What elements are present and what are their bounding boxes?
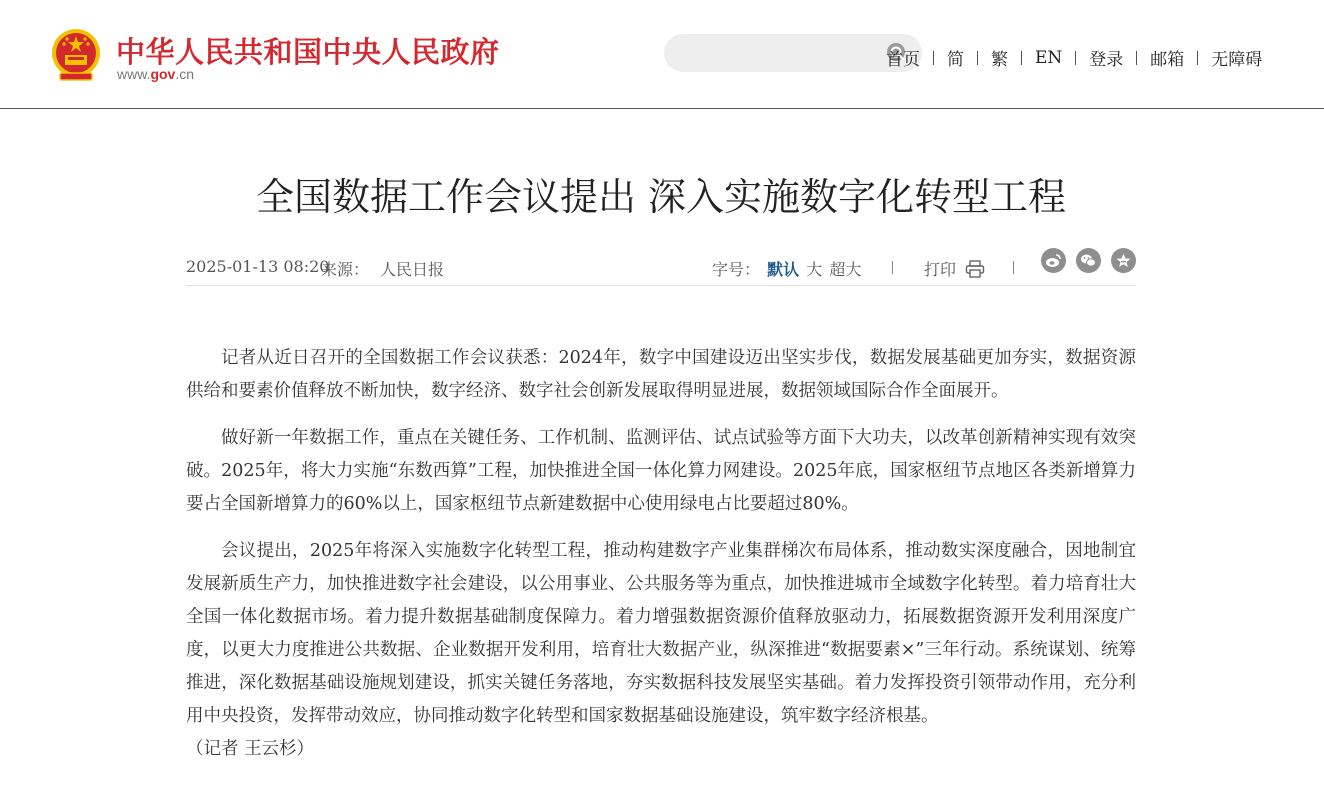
- nav-mailbox[interactable]: 邮箱: [1150, 50, 1185, 70]
- nav-divider: [977, 51, 978, 65]
- nav-divider: [933, 51, 934, 65]
- nav-divider: [1197, 51, 1198, 65]
- font-size-large[interactable]: 大: [806, 260, 823, 279]
- source-label: 来源：: [321, 260, 370, 279]
- font-size-label: 字号：: [712, 260, 761, 279]
- domain-highlight: gov: [150, 66, 176, 82]
- nav-login[interactable]: 登录: [1089, 50, 1124, 70]
- share-favorite-button[interactable]: [1111, 248, 1136, 273]
- publish-date: 2025-01-13 08:20: [186, 257, 330, 276]
- nav-divider: [1136, 51, 1137, 65]
- top-nav: [886, 45, 1262, 70]
- reporter-credit: （记者 王云杉）: [186, 739, 315, 759]
- weibo-icon: [1045, 252, 1062, 269]
- font-size-control: [712, 257, 861, 280]
- share-weibo-button[interactable]: [1041, 248, 1066, 273]
- printer-icon: [965, 260, 985, 278]
- nav-home[interactable]: 首页: [886, 50, 920, 70]
- paragraph: 做好新一年数据工作，重点在关键任务、工作机制、监测评估、试点试验等方面下大功夫，以改革创新精神实现有效突破。2025年，将大力实施“东数西算”工程，加快推进全国一体化算力网建设。2025年底，国家枢纽节点地区各类新增算力要占全国新增算力的60%以上，国家枢纽节点新建数据中心使用绿电占比要超过80%。: [186, 428, 1136, 514]
- nav-simplified[interactable]: 简: [947, 50, 964, 70]
- site-domain: [117, 66, 194, 82]
- nav-accessibility[interactable]: 无障碍: [1211, 50, 1263, 70]
- nav-divider: [1021, 51, 1022, 65]
- font-size-default[interactable]: 默认: [767, 260, 800, 279]
- font-size-extra-large[interactable]: 超大: [829, 260, 862, 279]
- paragraph: 记者从近日召开的全国数据工作会议获悉：2024年，数字中国建设迈出坚实步伐，数据发展基础更加夯实，数据资源供给和要素价值释放不断加快，数字经济、数字社会创新发展取得明显进展，数据领域国际合作全面展开。: [186, 348, 1136, 401]
- nav-english[interactable]: EN: [1035, 47, 1063, 68]
- article-content: [186, 342, 1136, 780]
- nav-traditional[interactable]: 繁: [991, 50, 1008, 70]
- search-input[interactable]: [680, 34, 884, 72]
- paragraph: 会议提出，2025年将深入实施数字化转型工程，推动构建数字产业集群梯次布局体系，推动数实深度融合，因地制宜发展新质生产力，加快推进数字社会建设，以公用事业、公共服务等为重点，加快推进城市全域数字化转型。着力培育壮大全国一体化数据市场。着力提升数据基础制度保障力。着力增强数据资源价值释放驱动力，拓展数据资源开发利用深度广度，以更大力度推进公共数据、企业数据开发利用，培育壮大数据产业，纵深推进“数据要素×”三年行动。系统谋划、统筹推进，深化数据基础设施规划建设，抓实关键任务落地，夯实数据科技发展坚实基础。着力发挥投资引领带动作用，充分利用中央投资，发挥带动效应，协同推动数字化转型和国家数据基础设施建设，筑牢数字经济根基。: [186, 541, 1136, 726]
- domain-prefix: www.: [117, 66, 151, 82]
- print-button[interactable]: [924, 257, 985, 280]
- article-title: 全国数据工作会议提出 深入实施数字化转型工程: [255, 175, 1067, 219]
- search-box: [664, 34, 922, 72]
- article-meta: [186, 248, 1136, 286]
- wechat-icon: [1080, 252, 1097, 269]
- nav-divider: [1075, 51, 1076, 65]
- share-wechat-button[interactable]: [1076, 248, 1101, 273]
- national-emblem-icon[interactable]: [50, 27, 102, 83]
- print-label: 打印: [924, 260, 957, 279]
- meta-divider: [892, 261, 893, 274]
- meta-divider: [1013, 261, 1014, 274]
- domain-suffix: .cn: [175, 66, 195, 82]
- site-header: [0, 0, 1324, 109]
- site-name[interactable]: 中华人民共和国中央人民政府: [116, 35, 500, 69]
- favorite-icon: [1115, 252, 1132, 269]
- article-source: 人民日报: [380, 260, 445, 279]
